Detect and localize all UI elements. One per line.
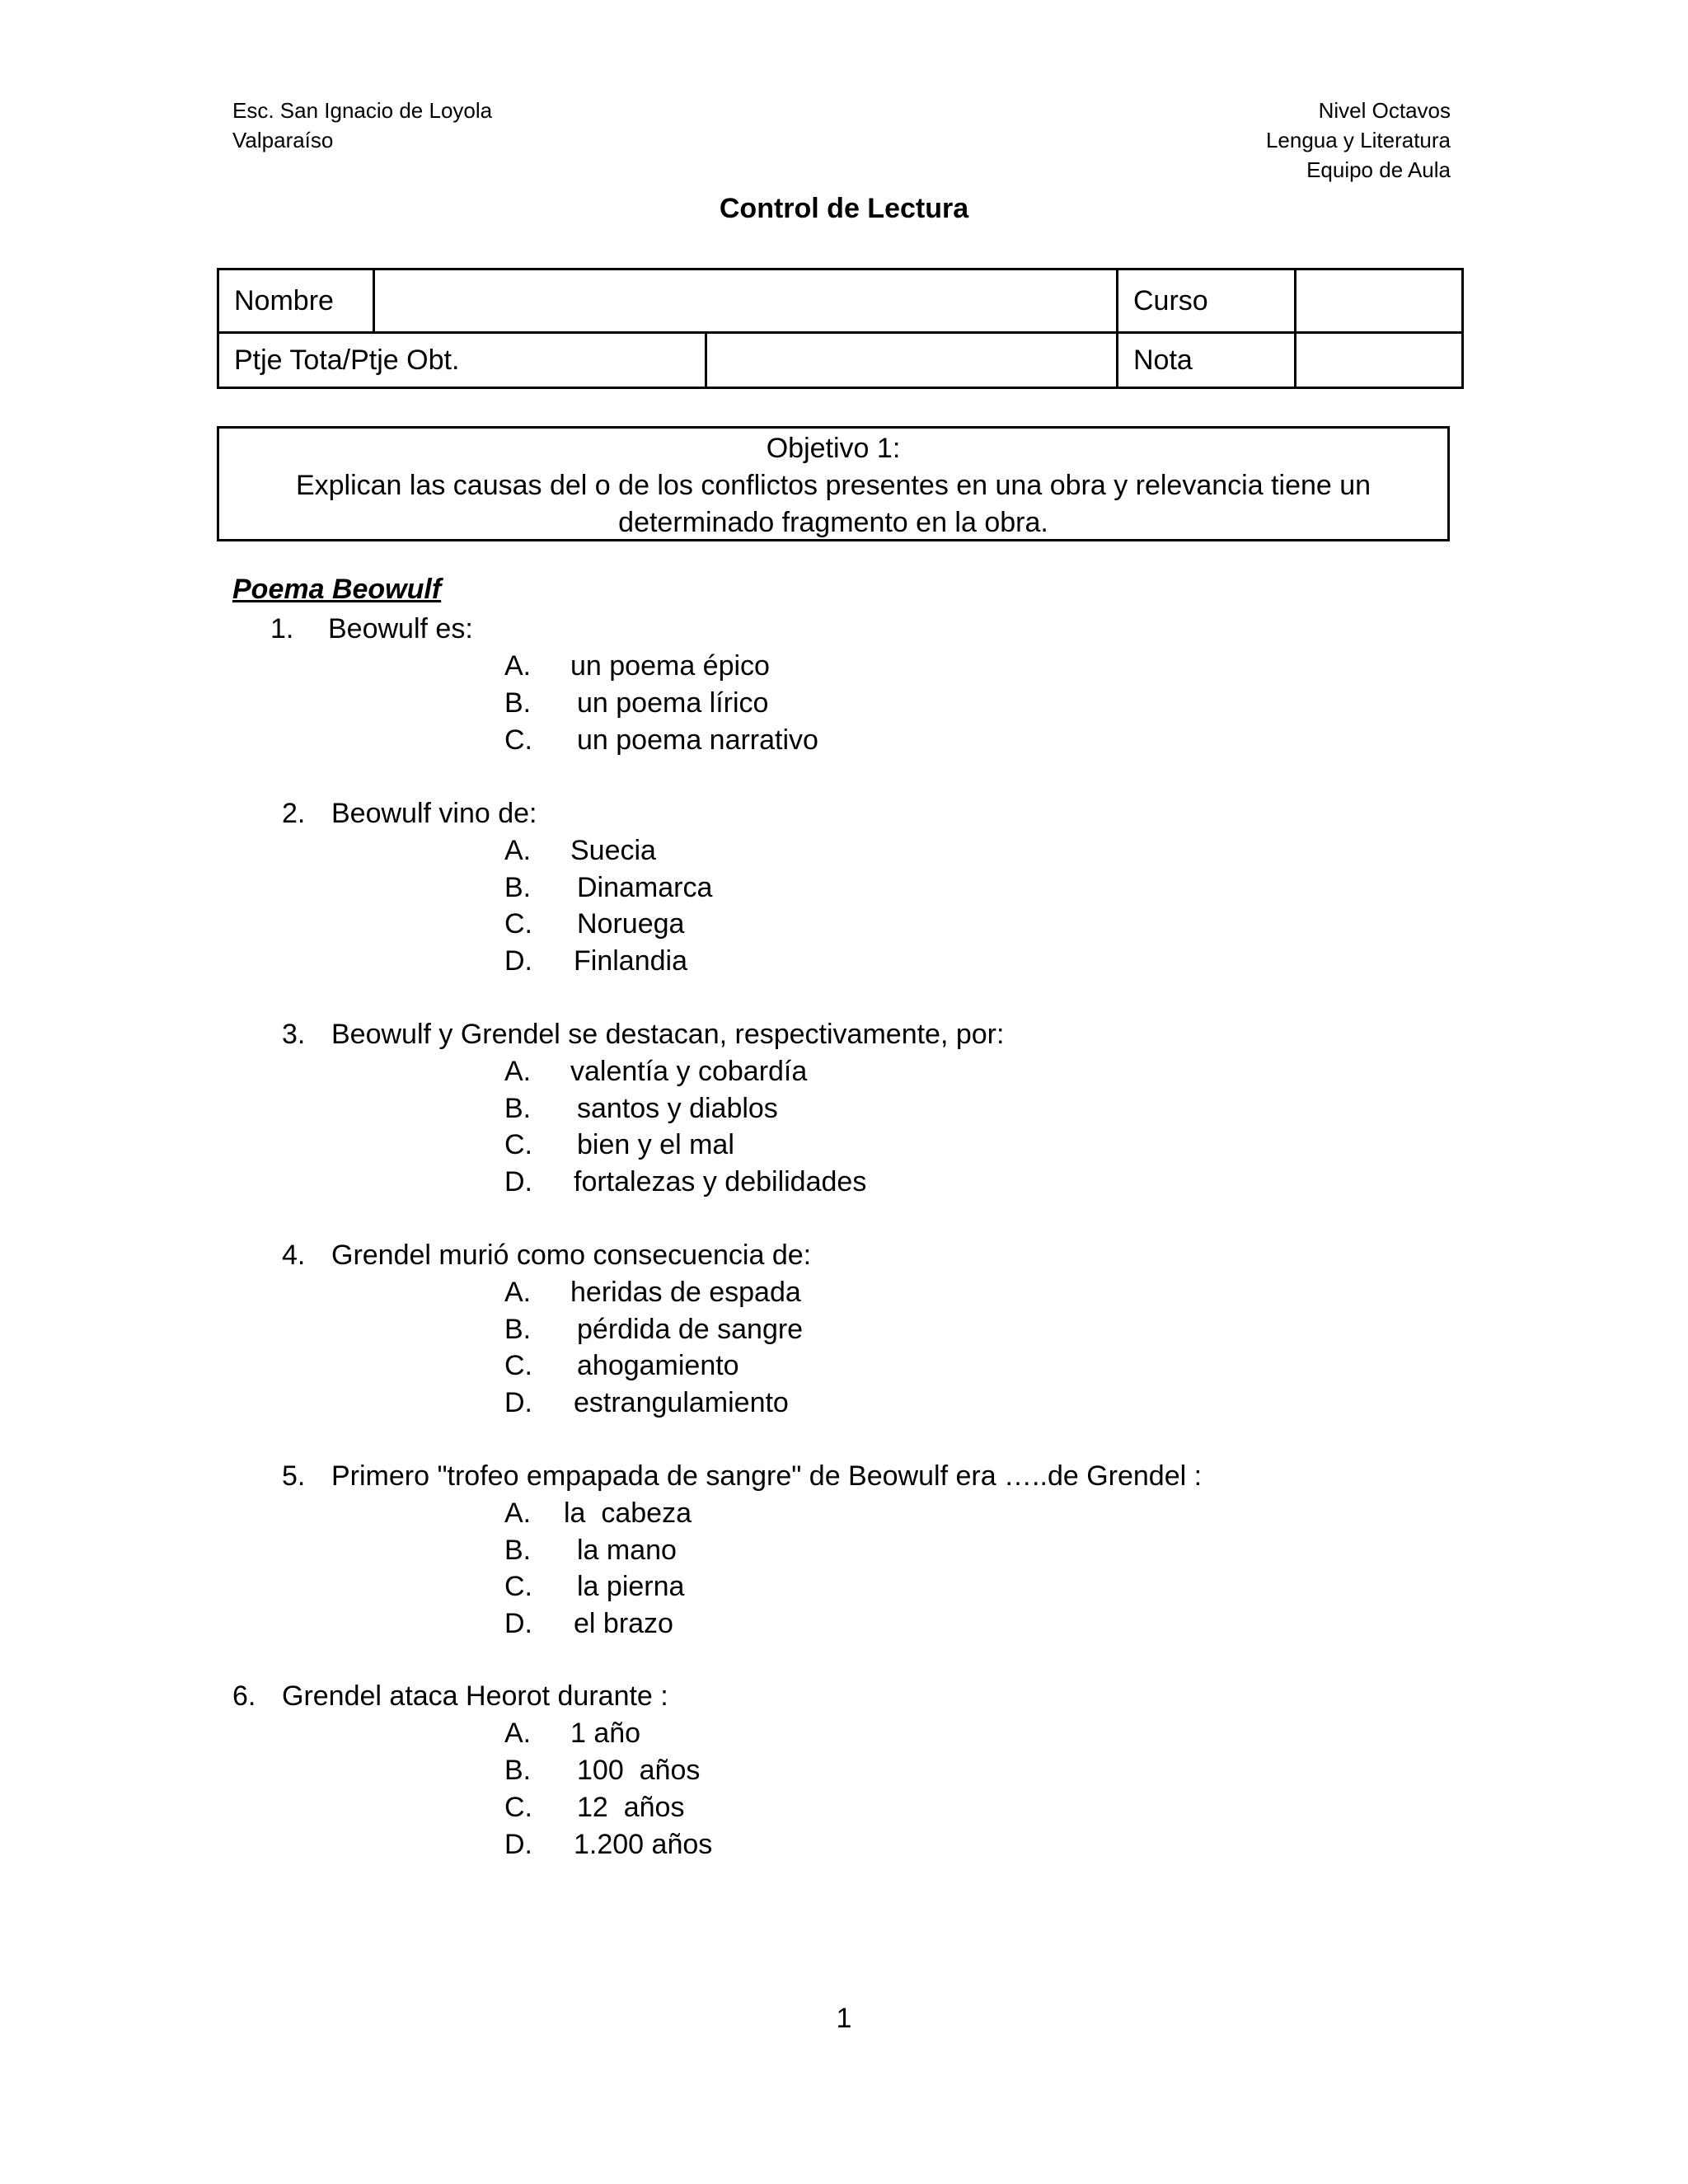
- option-text: la mano: [577, 1535, 677, 1566]
- option-letter: D.: [504, 945, 532, 977]
- school-header: [232, 96, 492, 155]
- option-letter: D.: [504, 1166, 532, 1197]
- course-level: Nivel Octavos: [1318, 98, 1451, 123]
- option-text: la pierna: [577, 1571, 685, 1602]
- option-text: 100 años: [577, 1755, 701, 1786]
- option-letter: D.: [504, 1829, 532, 1860]
- course-subject: Lengua y Literatura: [1265, 128, 1451, 152]
- question-number: 6.: [232, 1680, 256, 1712]
- objective-box: [217, 426, 1450, 541]
- option-text: Suecia: [570, 835, 656, 866]
- curso-field[interactable]: [1296, 269, 1463, 333]
- school-city: Valparaíso: [232, 128, 334, 152]
- option-text: fortalezas y debilidades: [574, 1166, 867, 1197]
- section-title: Poema Beowulf: [232, 574, 442, 605]
- nota-label: Nota: [1118, 333, 1296, 388]
- nota-field[interactable]: [1296, 333, 1463, 388]
- question-text: Grendel ataca Heorot durante :: [282, 1680, 668, 1712]
- question-number: 2.: [282, 798, 306, 829]
- option-text: Noruega: [577, 908, 685, 940]
- option-letter: C.: [504, 724, 532, 756]
- option-text: la cabeza: [564, 1497, 692, 1529]
- option-text: 1.200 años: [574, 1829, 713, 1860]
- option-letter: A.: [504, 1497, 532, 1529]
- option-text: heridas de espada: [570, 1277, 801, 1308]
- option-letter: C.: [504, 1350, 532, 1381]
- puntaje-label: Ptje Tota/Ptje Obt.: [218, 333, 706, 388]
- school-name: Esc. San Ignacio de Loyola: [232, 98, 493, 123]
- question-number: 1.: [270, 613, 294, 644]
- option-letter: A.: [504, 1718, 532, 1749]
- option-text: 1 año: [570, 1718, 641, 1749]
- option-letter: C.: [504, 1571, 532, 1602]
- option-text: santos y diablos: [577, 1093, 778, 1124]
- question-text: Beowulf y Grendel se destacan, respectivamente, por:: [331, 1019, 1005, 1050]
- objective-line-1: Explican las causas del o de los conflictos presentes en una obra y relevancia tiene un: [295, 470, 1372, 501]
- option-letter: D.: [504, 1608, 532, 1639]
- question-number: 4.: [282, 1240, 306, 1271]
- option-text: estrangulamiento: [574, 1387, 789, 1418]
- option-letter: B.: [504, 687, 532, 719]
- puntaje-field[interactable]: [706, 333, 1118, 388]
- option-letter: B.: [504, 1755, 532, 1786]
- option-text: un poema narrativo: [577, 724, 818, 756]
- option-letter: D.: [504, 1387, 532, 1418]
- option-text: el brazo: [574, 1608, 673, 1639]
- option-text: pérdida de sangre: [577, 1314, 804, 1345]
- option-letter: A.: [504, 650, 532, 682]
- option-text: Finlandia: [574, 945, 687, 977]
- option-letter: A.: [504, 835, 532, 866]
- option-letter: C.: [504, 1129, 532, 1160]
- question-text: Beowulf es:: [328, 613, 473, 644]
- option-letter: A.: [504, 1277, 532, 1308]
- question-number: 5.: [282, 1460, 306, 1492]
- option-letter: B.: [504, 1093, 532, 1124]
- option-letter: B.: [504, 1535, 532, 1566]
- option-text: 12 años: [577, 1792, 685, 1823]
- curso-label: Curso: [1118, 269, 1296, 333]
- course-team: Equipo de Aula: [1306, 157, 1451, 182]
- course-header: [1266, 96, 1451, 185]
- question-text: Beowulf vino de:: [331, 798, 537, 829]
- nombre-field[interactable]: [374, 269, 1118, 333]
- nombre-label: Nombre: [218, 269, 374, 333]
- option-text: valentía y cobardía: [570, 1056, 808, 1087]
- option-text: bien y el mal: [577, 1129, 734, 1160]
- option-letter: C.: [504, 1792, 532, 1823]
- option-letter: B.: [504, 872, 532, 903]
- objective-title: Objetivo 1:: [766, 433, 901, 464]
- question-text: Primero "trofeo empapada de sangre" de Beowulf era …..de Grendel :: [331, 1460, 1203, 1492]
- page-title: Control de Lectura: [719, 193, 969, 224]
- option-text: Dinamarca: [577, 872, 713, 903]
- option-letter: A.: [504, 1056, 532, 1087]
- option-letter: C.: [504, 908, 532, 940]
- option-letter: B.: [504, 1314, 532, 1345]
- page-number: 1: [836, 2003, 852, 2034]
- objective-line-2: determinado fragmento en la obra.: [618, 507, 1048, 538]
- question-text: Grendel murió como consecuencia de:: [331, 1240, 812, 1271]
- student-info-table: [217, 268, 1464, 389]
- option-text: un poema épico: [570, 650, 770, 682]
- option-text: un poema lírico: [577, 687, 769, 719]
- question-number: 3.: [282, 1019, 306, 1050]
- option-text: ahogamiento: [577, 1350, 739, 1381]
